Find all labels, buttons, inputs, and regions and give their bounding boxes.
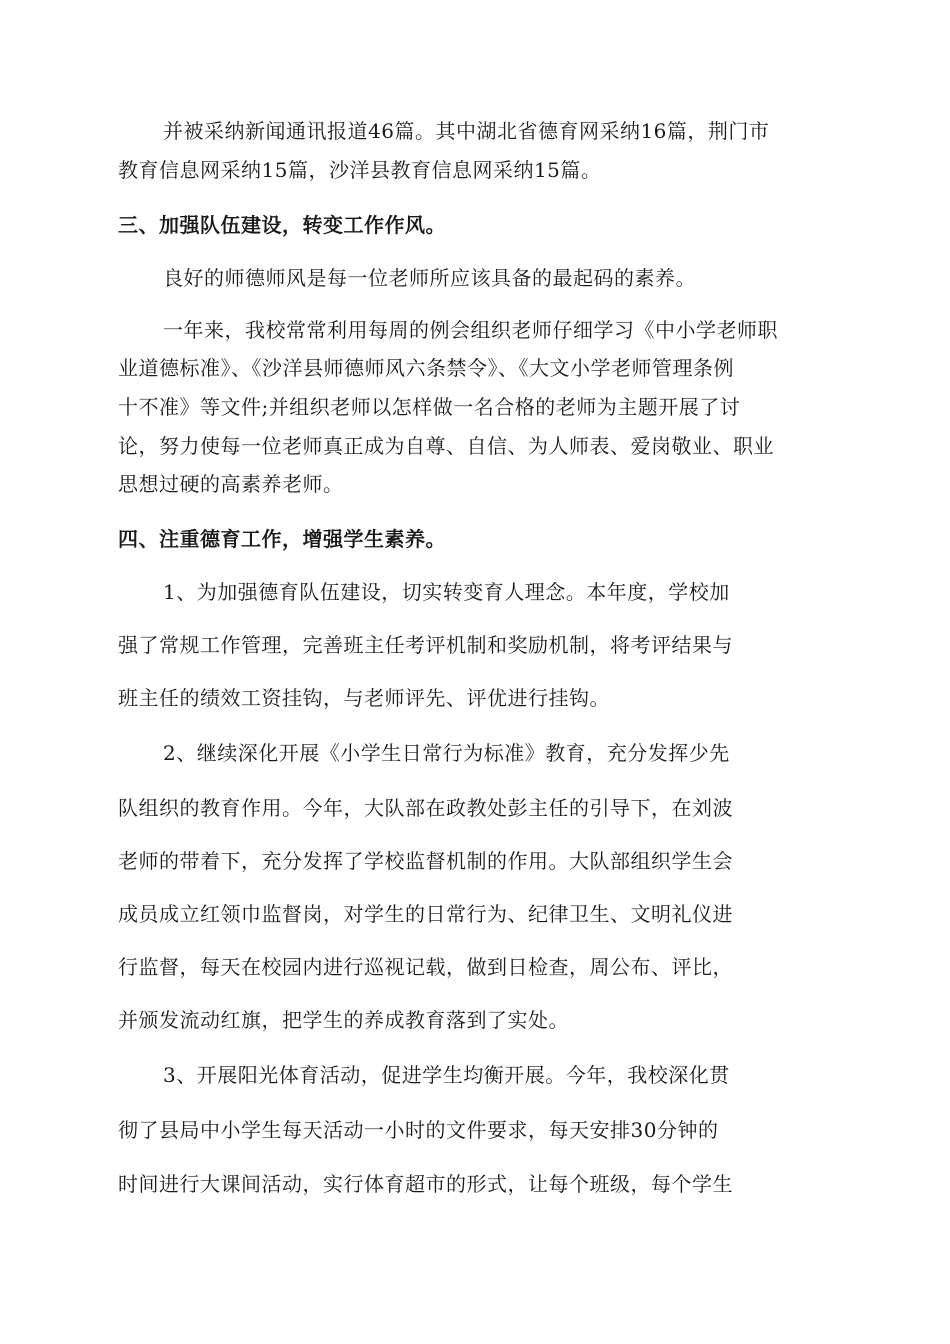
paragraph-line: 成员成立红领巾监督岗，对学生的日常行为、纪律卫生、文明礼仪进	[118, 902, 733, 926]
paragraph-line: 业道德标准》、《沙洋县师德师风六条禁令》、《大文小学老师管理条例	[118, 356, 734, 380]
section-heading: 三、加强队伍建设，转变工作作风。	[118, 213, 446, 237]
paragraph-line: 良好的师德师风是每一位老师所应该具备的最起码的素养。	[163, 266, 696, 290]
paragraph-line: 队组织的教育作用。今年，大队部在政教处彭主任的引导下，在刘波	[118, 796, 733, 820]
paragraph-line: 十不准》等文件;并组织老师以怎样做一名合格的老师为主题开展了讨	[118, 395, 741, 419]
paragraph-line: 并颁发流动红旗，把学生的养成教育落到了实处。	[118, 1008, 569, 1032]
paragraph-line: 教育信息网采纳15篇，沙洋县教育信息网采纳15篇。	[118, 158, 602, 182]
paragraph-line: 班主任的绩效工资挂钩，与老师评先、评优进行挂钩。	[118, 686, 610, 710]
paragraph-line: 2、继续深化开展《小学生日常行为标准》教育，充分发挥少先	[163, 741, 730, 765]
section-heading: 四、注重德育工作，增强学生素养。	[118, 527, 446, 551]
paragraph-line: 思想过硬的高素养老师。	[118, 472, 344, 496]
paragraph-line: 1、为加强德育队伍建设，切实转变育人理念。本年度，学校加	[163, 580, 730, 604]
paragraph-line: 老师的带着下，充分发挥了学校监督机制的作用。大队部组织学生会	[118, 849, 733, 873]
paragraph-line: 彻了县局中小学生每天活动一小时的文件要求，每天安排30分钟的	[118, 1118, 719, 1142]
paragraph-line: 行监督，每天在校园内进行巡视记载，做到日检查，周公布、评比，	[118, 955, 733, 979]
paragraph-line: 论，努力使每一位老师真正成为自尊、自信、为人师表、爱岗敬业、职业	[118, 434, 774, 458]
paragraph-line: 并被采纳新闻通讯报道46篇。其中湖北省德育网采纳16篇，荆门市	[163, 119, 770, 143]
paragraph-line: 时间进行大课间活动，实行体育超市的形式，让每个班级，每个学生	[118, 1172, 733, 1196]
paragraph-line: 强了常规工作管理，完善班主任考评机制和奖励机制，将考评结果与	[118, 633, 733, 657]
paragraph-line: 一年来，我校常常利用每周的例会组织老师仔细学习《中小学老师职	[163, 318, 778, 342]
paragraph-line: 3、开展阳光体育活动，促进学生均衡开展。今年，我校深化贯	[163, 1063, 730, 1087]
